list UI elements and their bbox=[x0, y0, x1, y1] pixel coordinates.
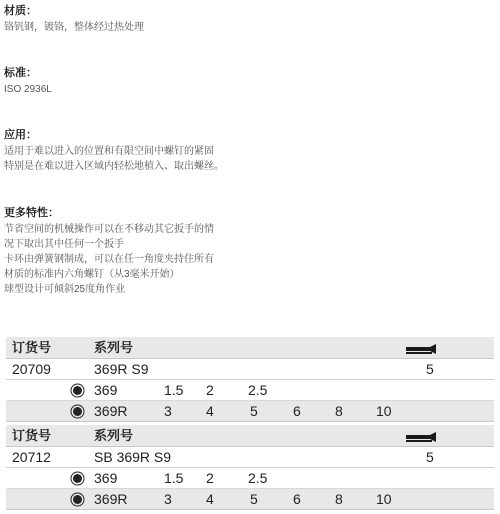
section-title: 材质： bbox=[4, 5, 37, 17]
table-header bbox=[6, 337, 494, 359]
wrench-profile-icon bbox=[406, 341, 436, 361]
product-table-20709 bbox=[6, 337, 494, 422]
size-value: 2.5 bbox=[248, 470, 268, 486]
table-row bbox=[6, 380, 494, 401]
size-value: 3 bbox=[164, 491, 172, 507]
table-header bbox=[6, 425, 494, 447]
radio-selected-icon bbox=[73, 386, 82, 395]
table-row bbox=[6, 468, 494, 489]
series-value: 369R S9 bbox=[94, 361, 149, 377]
size-value: 5 bbox=[250, 491, 258, 507]
size-value: 5 bbox=[250, 403, 258, 419]
size-value: 2 bbox=[206, 470, 214, 486]
table-row bbox=[6, 401, 494, 422]
table-row bbox=[6, 447, 494, 468]
series-value: 369 bbox=[94, 470, 118, 486]
section-text: 特别是在难以进入区域内轻松地植入、取出螺丝。 bbox=[4, 161, 224, 172]
section-text: 卡环由弹簧钢制成，可以在任一角度夹持住所有 bbox=[4, 254, 214, 265]
size-value: 2.5 bbox=[248, 382, 268, 398]
size-value: 10 bbox=[376, 403, 392, 419]
section-title: 标准： bbox=[4, 67, 37, 79]
radio-selected-icon bbox=[73, 495, 82, 504]
section-text: 材质的标准内六角螺钉（从3毫米开始） bbox=[4, 269, 180, 280]
table-row bbox=[6, 359, 494, 380]
section-text: 球型设计可倾斜25度角作业 bbox=[4, 284, 126, 295]
section-material bbox=[4, 4, 494, 35]
size-value: 8 bbox=[335, 403, 343, 419]
size-value: 1.5 bbox=[164, 470, 184, 486]
size-value: 4 bbox=[206, 491, 214, 507]
order-number: 20712 bbox=[12, 449, 51, 465]
section-text: 节省空间的机械操作可以在不移动其它扳手的情 bbox=[4, 224, 214, 235]
series-value: 369R bbox=[94, 491, 128, 507]
size-value: 6 bbox=[293, 491, 301, 507]
size-value: 3 bbox=[164, 403, 172, 419]
quantity-value: 5 bbox=[426, 449, 434, 465]
table-row bbox=[6, 489, 494, 510]
series-header: 系列号 bbox=[94, 340, 134, 355]
product-table-20712 bbox=[6, 425, 494, 510]
size-value: 8 bbox=[335, 491, 343, 507]
size-value: 1.5 bbox=[164, 382, 184, 398]
radio-selected-icon bbox=[73, 407, 82, 416]
size-value: 2 bbox=[206, 382, 214, 398]
section-title: 应用： bbox=[4, 129, 37, 141]
series-value: 369 bbox=[94, 382, 118, 398]
series-value: 369R bbox=[94, 403, 128, 419]
section-title: 更多特性： bbox=[4, 207, 59, 219]
size-value: 10 bbox=[376, 491, 392, 507]
section-text: 况下取出其中任何一个扳手 bbox=[4, 239, 124, 250]
section-features bbox=[4, 206, 494, 297]
section-application bbox=[4, 128, 494, 174]
section-text: 铬钒钢，镀铬，整体经过热处理 bbox=[4, 22, 144, 33]
section-text: 适用于难以进入的位置和有限空间中螺钉的紧固 bbox=[4, 146, 214, 157]
wrench-profile-icon bbox=[406, 429, 436, 449]
size-value: 6 bbox=[293, 403, 301, 419]
section-standard bbox=[4, 66, 494, 97]
order-number-header: 订货号 bbox=[12, 340, 52, 355]
series-value: SB 369R S9 bbox=[94, 449, 172, 465]
series-header: 系列号 bbox=[94, 428, 134, 443]
size-value: 4 bbox=[206, 403, 214, 419]
order-number: 20709 bbox=[12, 361, 51, 377]
order-number-header: 订货号 bbox=[12, 428, 52, 443]
quantity-value: 5 bbox=[426, 361, 434, 377]
section-text: ISO 2936L bbox=[4, 84, 52, 95]
radio-selected-icon bbox=[73, 474, 82, 483]
